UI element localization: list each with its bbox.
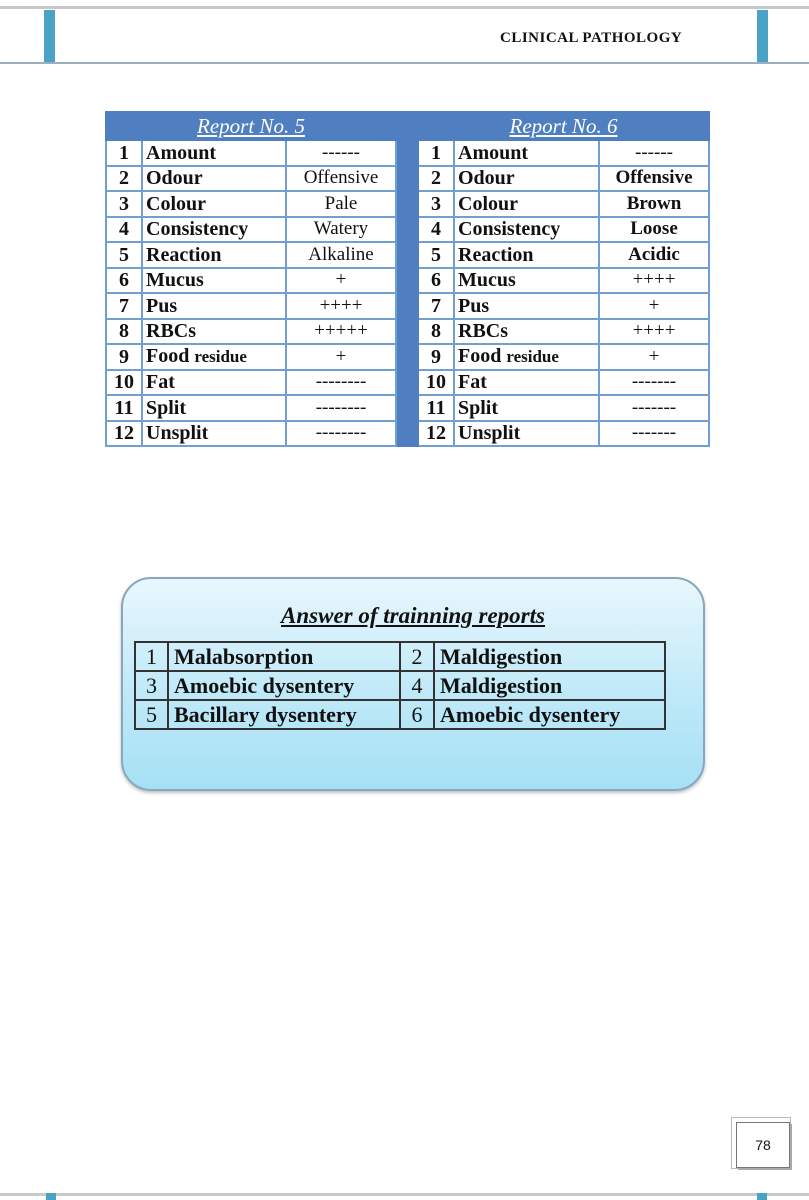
report-5-parameter [142,344,286,370]
report-row [106,217,709,243]
header-left-accent [44,10,55,64]
report-5-parameter: RBCs [142,319,286,345]
report-6-value: Acidic [599,242,709,268]
answer-number: 6 [400,700,434,729]
answer-diagnosis: Maldigestion [434,642,665,671]
report-6-row-number: 1 [418,140,454,166]
report-5-title: Report No. 5 [106,112,396,140]
report-5-value: Offensive [286,166,396,192]
report-6-value: ------- [599,395,709,421]
report-5-parameter: Split [142,395,286,421]
report-6-parameter: Colour [454,191,599,217]
report-5-row-number: 12 [106,421,142,447]
report-6-parameter: Unsplit [454,421,599,447]
report-6-parameter: Reaction [454,242,599,268]
answer-number: 1 [135,642,168,671]
report-6-parameter: Fat [454,370,599,396]
answers-title: Answer of trainning reports [281,603,545,628]
report-5-value: ++++ [286,293,396,319]
param-label: Food [458,345,502,368]
column-separator [396,344,418,370]
column-separator [396,140,418,166]
column-separator [396,268,418,294]
footer-left-accent [46,1193,56,1200]
header-bottom-rule [0,62,809,64]
report-5-parameter: Pus [142,293,286,319]
answer-diagnosis: Amoebic dysentery [434,700,665,729]
report-6-parameter: Amount [454,140,599,166]
reports-table [105,111,710,447]
param-label-suffix: residue [506,347,559,367]
report-6-value: Loose [599,217,709,243]
report-5-value: ------ [286,140,396,166]
report-5-parameter: Colour [142,191,286,217]
report-6-row-number: 7 [418,293,454,319]
column-separator [396,217,418,243]
report-6-row-number: 6 [418,268,454,294]
report-6-row-number: 5 [418,242,454,268]
answers-table [134,641,666,730]
report-6-value: + [599,344,709,370]
report-6-parameter: Mucus [454,268,599,294]
column-separator [396,395,418,421]
report-6-title: Report No. 6 [418,112,709,140]
report-6-value: + [599,293,709,319]
column-separator [396,421,418,447]
report-5-row-number: 8 [106,319,142,345]
report-5-parameter: Reaction [142,242,286,268]
param-label-suffix: residue [194,347,247,367]
reports-header-row [106,112,709,140]
answer-number: 4 [400,671,434,700]
report-5-parameter: Odour [142,166,286,192]
report-row [106,268,709,294]
report-5-value: Alkaline [286,242,396,268]
report-5-parameter: Amount [142,140,286,166]
answer-diagnosis: Amoebic dysentery [168,671,400,700]
param-label: Food [146,345,190,368]
report-6-row-number: 9 [418,344,454,370]
report-6-value: ------ [599,140,709,166]
answer-diagnosis: Bacillary dysentery [168,700,400,729]
report-row [106,319,709,345]
report-6-parameter [454,344,599,370]
report-row [106,140,709,166]
report-5-parameter: Consistency [142,217,286,243]
report-6-parameter: Consistency [454,217,599,243]
report-5-parameter: Mucus [142,268,286,294]
report-5-value: -------- [286,395,396,421]
report-6-row-number: 8 [418,319,454,345]
report-5-value: -------- [286,421,396,447]
answers-panel [121,577,705,791]
report-row [106,191,709,217]
report-6-value: ------- [599,370,709,396]
answer-number: 2 [400,642,434,671]
report-5-row-number: 1 [106,140,142,166]
report-row [106,293,709,319]
report-5-row-number: 7 [106,293,142,319]
answer-diagnosis: Maldigestion [434,671,665,700]
report-5-value: +++++ [286,319,396,345]
report-6-parameter: Pus [454,293,599,319]
report-5-row-number: 5 [106,242,142,268]
report-5-parameter: Fat [142,370,286,396]
report-5-value: + [286,344,396,370]
report-5-row-number: 3 [106,191,142,217]
report-row [106,370,709,396]
footer-right-accent [757,1193,767,1200]
answer-number: 3 [135,671,168,700]
report-5-value: + [286,268,396,294]
report-6-row-number: 3 [418,191,454,217]
report-6-row-number: 2 [418,166,454,192]
running-header-title: CLINICAL PATHOLOGY [500,30,683,46]
report-6-value: Offensive [599,166,709,192]
report-5-row-number: 10 [106,370,142,396]
report-6-parameter: RBCs [454,319,599,345]
report-5-row-number: 9 [106,344,142,370]
report-row [106,395,709,421]
report-6-row-number: 11 [418,395,454,421]
report-6-value: ++++ [599,268,709,294]
column-separator [396,319,418,345]
report-5-row-number: 4 [106,217,142,243]
footer-rule [0,1193,809,1196]
answer-row [135,700,665,729]
report-6-parameter: Odour [454,166,599,192]
column-separator [396,191,418,217]
report-5-value: Watery [286,217,396,243]
header-top-rule [0,6,809,9]
report-row [106,421,709,447]
report-6-row-number: 10 [418,370,454,396]
report-row [106,344,709,370]
column-separator [396,242,418,268]
header-right-accent [757,10,768,64]
column-separator [396,370,418,396]
report-5-parameter: Unsplit [142,421,286,447]
report-6-row-number: 4 [418,217,454,243]
report-6-value: ------- [599,421,709,447]
report-6-value: Brown [599,191,709,217]
report-5-row-number: 11 [106,395,142,421]
report-row [106,166,709,192]
report-5-value: Pale [286,191,396,217]
report-5-row-number: 6 [106,268,142,294]
column-separator [396,166,418,192]
answer-row [135,671,665,700]
answer-row [135,642,665,671]
page-number: 78 [736,1122,790,1168]
column-separator [396,112,418,140]
column-separator [396,293,418,319]
report-5-row-number: 2 [106,166,142,192]
report-6-row-number: 12 [418,421,454,447]
report-row [106,242,709,268]
report-6-value: ++++ [599,319,709,345]
report-5-value: -------- [286,370,396,396]
answer-diagnosis: Malabsorption [168,642,400,671]
answer-number: 5 [135,700,168,729]
report-6-parameter: Split [454,395,599,421]
